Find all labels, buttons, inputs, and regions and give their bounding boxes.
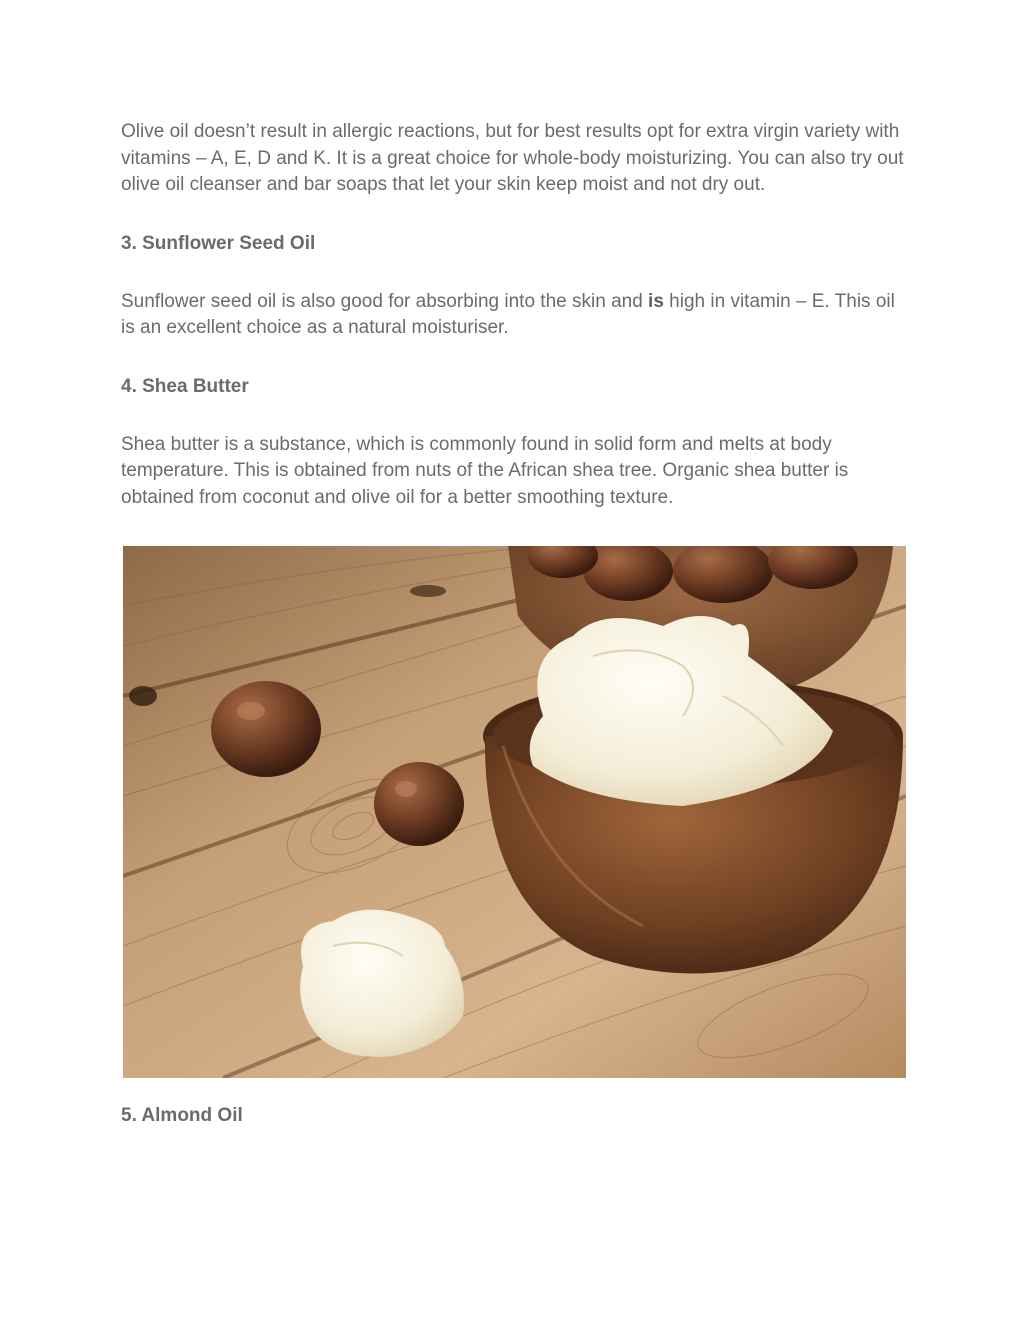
paragraph-sunflower-seed-oil <box>121 289 911 342</box>
shea-butter-photo <box>123 546 906 1078</box>
sunflower-text-start: Sunflower seed oil is also good for absorbing into the skin and <box>121 290 649 312</box>
paragraph-shea-butter: Shea butter is a substance, which is commonly found in solid form and melts at body temperature. This is obtained from nuts of the African shea tree. Organic shea butter is obtained from coconut and olive oil for a better smoothing texture. <box>121 433 849 508</box>
sunflower-text-end: high in vitamin – E. This oil is an excellent choice as a natural moisturiser. <box>121 290 895 338</box>
heading-almond-oil: 5. Almond Oil <box>121 1105 243 1126</box>
document-page <box>121 119 911 1129</box>
heading-sunflower-seed-oil: 3. Sunflower Seed Oil <box>121 232 316 254</box>
paragraph-olive-oil: Olive oil doesn’t result in allergic reactions, but for best results opt for extra virgin variety with vitamins – A, E, D and K. It is a great choice for whole-body moisturizing. You can also try out olive oil cleanser and bar soaps that let your skin keep moist and not dry out. <box>121 121 904 195</box>
heading-shea-butter: 4. Shea Butter <box>121 375 249 397</box>
sunflower-bold-word: is <box>648 290 664 312</box>
